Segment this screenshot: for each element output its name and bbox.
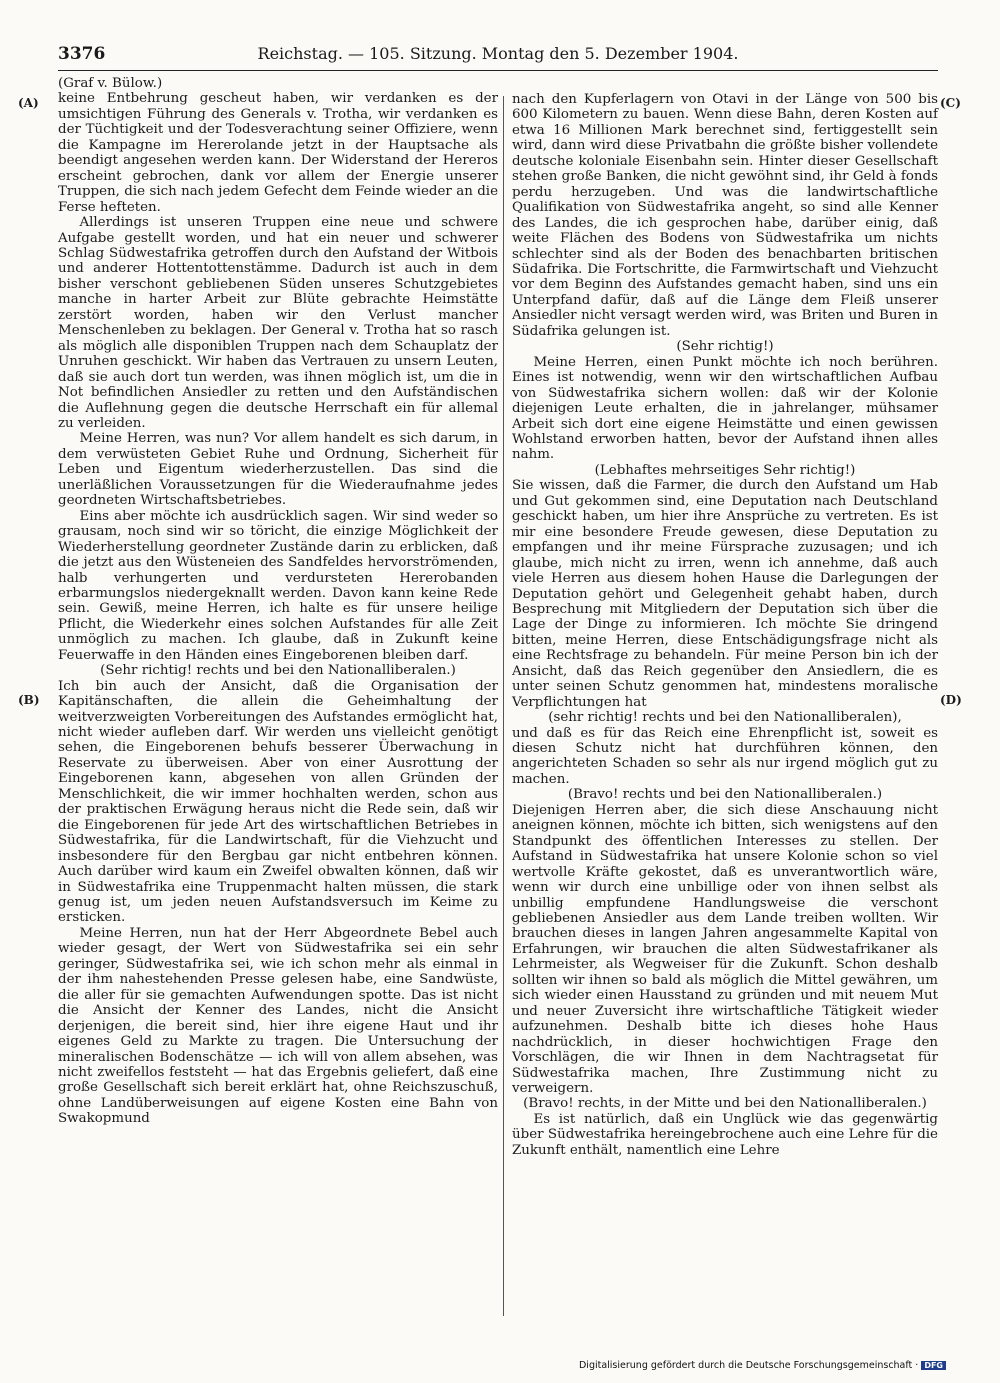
paragraph: Es ist natürlich, daß ein Unglück wie das gegenwärtig über Südwestafrika hereingebrochene auch eine Lehre für die Zukunft enthält, namentlich eine Lehre [512, 1111, 938, 1158]
interjection: (Sehr richtig! rechts und bei den Nationalliberalen.) [100, 663, 456, 679]
interjection: (Sehr richtig!) [676, 339, 774, 355]
left-column [58, 76, 498, 1127]
interjection: (Bravo! rechts, in der Mitte und bei den Nationalliberalen.) [523, 1096, 927, 1112]
running-head: Reichstag. — 105. Sitzung. Montag den 5. Dezember 1904. [257, 44, 739, 63]
paragraph: und daß es für das Reich eine Ehrenpflicht ist, soweit es diesen Schutz nicht hat durchführen können, den angerichteten Schaden so sehr als nur irgend möglich gut zu machen. [512, 725, 938, 787]
paragraph: Eins aber möchte ich ausdrücklich sagen. Wir sind weder so grausam, noch sind wir so töricht, die einzige Möglichkeit der Wiederherstellung geordneter Zustände darin zu erblicken, daß die jetzt aus den Wüsteneien des Sandfeldes hervorströmenden, halb verhungerten und verdursteten Hererobanden erbarmungslos niedergeknallt werden. Davon kann keine Rede sein. Gewiß, meine Herren, ich halte es für unsere heilige Pflicht, die Wiederkehr eines solchen Aufstandes für alle Zeit unmöglich zu machen. Ich glaube, daß in Zukunft keine Feuerwaffe in den Händen eines Eingeborenen bleiben darf. [58, 508, 498, 663]
paragraph: Ich bin auch der Ansicht, daß die Organisation der Kapitänschaften, die allein die Geheimhaltung der weitverzweigten Vorbereitungen des Aufstandes ermöglicht hat, nicht wieder aufleben darf. Wir werden uns vielleicht genötigt sehen, die Eingeborenen behufs besserer Überwachung in Reservate zu überweisen. Aber von einer Ausrottung der Eingeborenen kann, abgesehen von allen Gründen der Menschlichkeit, die wir immer hochhalten werden, schon aus der praktischen Erwägung heraus nicht die Rede sein, daß wir die Eingeborenen für jede Art des wirtschaftlichen Betriebes in Südwestafrika, für die Landwirtschaft, für die Viehzucht und insbesondere für den Bergbau gar nicht entbehren können. Auch darüber wird kaum ein Zweifel obwalten können, daß wir in Südwestafrika eine Truppenmacht halten müssen, die stark genug ist, um jeden neuen Aufstandsversuch im Keime zu ersticken. [58, 678, 498, 926]
paragraph: Meine Herren, einen Punkt möchte ich noch berühren. Eines ist notwendig, wenn wir den wirtschaftlichen Aufbau von Südwestafrika sichern wollen: daß wir der Kolonie diejenigen Leute erhalten, die in jahrelanger, mühsamer Arbeit sich dort eine eigene Heimstätte und einen gewissen Wohlstand erworben hatten, bevor der Aufstand ihnen alles nahm. [512, 354, 938, 463]
speaker-label: (Graf v. Bülow.) [58, 76, 163, 91]
header-rule [58, 70, 938, 71]
digitization-credit [579, 1360, 946, 1371]
margin-mark-b: (B) [18, 693, 40, 707]
paragraph: Meine Herren, nun hat der Herr Abgeordnete Bebel auch wieder gesagt, der Wert von Südwestafrika sei ein sehr geringer, Südwestafrika sei, wie ich schon mehr als einmal in der ihm nahestehenden Presse gelesen habe, eine Sandwüste, die aller für sie gemachten Aufwendungen spotte. Das ist nicht die Ansicht der Kenner des Landes, nicht die Ansicht derjenigen, die bereit sind, hier ihre eigene Haut und ihr eigenes Geld zu Markte zu tragen. Die Untersuchung der mineralischen Bodenschätze — ich will von allem absehen, was nicht zweifellos feststeht — hat das Ergebnis geliefert, daß eine große Gesellschaft sich bereit erklärt hat, ohne Reichszuschuß, ohne Landüberweisungen auf eigene Kosten eine Bahn von Swakopmund [58, 925, 498, 1127]
interjection: (Lebhaftes mehrseitiges Sehr richtig!) [594, 462, 856, 478]
page-number: 3376 [58, 44, 106, 64]
paragraph: Allerdings ist unseren Truppen eine neue und schwere Aufgabe gestellt worden, und hat ein neuer und schwerer Schlag Südwestafrika getroffen durch den Aufstand der Witbois und anderer Hottentottenstämme. Dadurch ist auch in dem bisher verschont gebliebenen Süden unseres Schutzgebietes manche in harter Arbeit zur Blüte gebrachte Heimstätte zerstört worden, haben wir den Verlust mancher Menschenleben zu beklagen. Der General v. Trotha hat so rasch als möglich alle disponiblen Truppen nach dem Schauplatz der Unruhen geschickt. Wir haben das Vertrauen zu unsern Leuten, daß sie auch dort tun werden, was ihnen möglich ist, um die in Not befindlichen Ansiedler zu retten und den Aufständischen die Auflehnung gegen die deutsche Herrschaft ein für allemal zu verleiden. [58, 215, 498, 431]
page-header [58, 44, 938, 70]
margin-mark-d: (D) [940, 693, 962, 707]
interjection: (sehr richtig! rechts und bei den Nationalliberalen), [548, 710, 902, 726]
credit-text: Digitalisierung gefördert durch die Deutsche Forschungsgemeinschaft · [578, 1360, 919, 1371]
interjection: (Bravo! rechts und bei den Nationalliberalen.) [567, 787, 883, 803]
paragraph: Meine Herren, was nun? Vor allem handelt es sich darum, in dem verwüsteten Gebiet Ruhe und Ordnung, Sicherheit für Leben und Eigentum wiederherzustellen. Das sind die unerläßlichen Voraussetzungen für die Wiederaufnahme jedes geordneten Wirtschaftsbetriebes. [58, 431, 498, 509]
paragraph: nach den Kupferlagern von Otavi in der Länge von 500 bis 600 Kilometern zu bauen. Wenn diese Bahn, deren Kosten auf etwa 16 Millionen Mark berechnet sind, fertiggestellt sein wird, dann wird diese Privatbahn die größte bisher vollendete deutsche koloniale Eisenbahn sein. Hinter dieser Gesellschaft stehen große Banken, die nicht gewöhnt sind, ihr Geld à fonds perdu herzugeben. Und was die landwirtschaftliche Qualifikation von Südwestafrika angeht, so sind alle Kenner des Landes, die ich gesprochen habe, darüber einig, daß weite Flächen des Bodens von Südwestafrika um nichts schlechter sind als der Boden des benachbarten britischen Südafrika. Die Fortschritte, die Farmwirtschaft und Viehzucht vor dem Beginn des Aufstandes gemacht haben, sind uns ein Unterpfand dafür, daß auf die Länge dem Fleiß unserer Ansiedler nicht versagt werden wird, was Briten und Buren in Südafrika gelungen ist. [512, 92, 938, 339]
margin-mark-a: (A) [18, 96, 39, 110]
right-column [512, 92, 938, 1158]
margin-mark-c: (C) [940, 96, 961, 110]
dfg-logo: DFG [921, 1361, 946, 1370]
paragraph: Diejenigen Herren aber, die sich diese Anschauung nicht aneignen können, möchte ich bitten, sich wenigstens auf den Standpunkt des öffentlichen Interesses zu stellen. Der Aufstand in Südwestafrika hat unsere Kolonie schon so viel wertvolle Kräfte gekostet, daß es unverantwortlich wäre, wenn wir durch eine unbillige oder von ihnen selbst als unbillig empfundene Handlungsweise die verschont gebliebenen Ansiedler aus dem Lande treiben wollten. Wir brauchen dieses in langen Jahren angesammelte Kapital von Erfahrungen, wir brauchen die alten Südwestafrikaner als Lehrmeister, als Wegweiser für die Zukunft. Schon deshalb sollten wir ihnen so bald als möglich die Mittel gewähren, um sich wieder einen Hausstand zu gründen und mit neuem Mut und neuer Zuversicht ihre wirtschaftliche Tätigkeit wieder aufzunehmen. Deshalb bitte ich dieses hohe Haus nachdrücklich, in dieser hochwichtigen Frage den Vorschlägen, die wir Ihnen in dem Nachtragsetat für Südwestafrika machen, Ihre Zustimmung nicht zu verweigern. [512, 802, 938, 1096]
paragraph: keine Entbehrung gescheut haben, wir verdanken es der umsichtigen Führung des Generals v. Trotha, wir verdanken es der Tüchtigkeit und der Todesverachtung seiner Offiziere, wenn die Kampagne im Hererolande jetzt in der Hauptsache als beendigt angesehen werden kann. Der Widerstand der Hereros erscheint gebrochen, dank vor allem der Energie unserer Truppen, die sich nach jedem Gefecht dem Feinde wieder an die Ferse hefteten. [58, 91, 498, 215]
column-divider [503, 96, 504, 1316]
paragraph: Sie wissen, daß die Farmer, die durch den Aufstand um Hab und Gut gekommen sind, eine Deputation nach Deutschland geschickt haben, um hier ihre Ansprüche zu vertreten. Es ist mir eine besondere Freude gewesen, diese Deputation zu empfangen und ihr meine Fürsprache zuzusagen; und ich glaube, mich nicht zu irren, wenn ich annehme, daß auch viele Herren aus diesem hohen Hause die Darlegungen der Deputation gehört und Gelegenheit gehabt haben, durch Besprechung mit Mitgliedern der Deputation sich über die Lage der Dinge zu informieren. Ich möchte Sie dringend bitten, meine Herren, diese Entschädigungsfrage nicht als eine Rechtsfrage zu behandeln. Für meine Person bin ich der Ansicht, daß das Reich gegenüber den Ansiedlern, die es unter seinen Schutz genommen hat, mindestens moralische Verpflichtungen hat [512, 478, 938, 710]
